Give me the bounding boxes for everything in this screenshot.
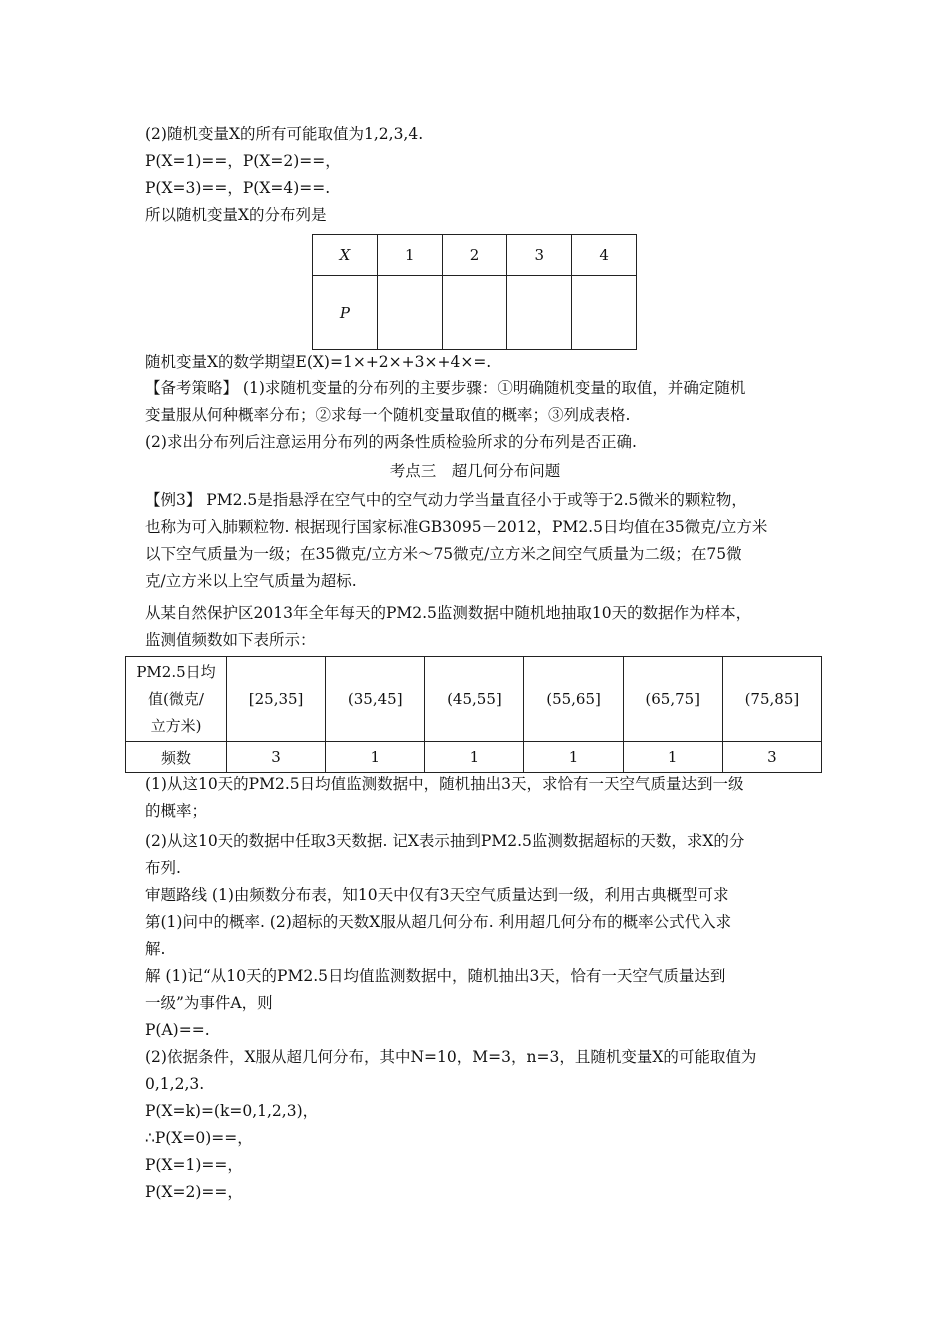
table-cell (507, 276, 572, 350)
line-7: 变量服从何种概率分布；②求每一个随机变量取值的概率；③列成表格. (145, 406, 631, 424)
line-10: 【例3】 PM2.5是指悬浮在空气中的空气动力学当量直径小于或等于2.5微米的颗粒物， (145, 491, 747, 509)
table-header-cell: 1 (377, 235, 442, 276)
line-23: 解 (1)记“从10天的PM2.5日均值监测数据中，随机抽出3天，恰有一天空气质量达到 (145, 967, 726, 985)
line-14: 从某自然保护区2013年全年每天的PM2.5监测数据中随机地抽取10天的数据作为样本， (145, 604, 752, 622)
table-cell (572, 276, 637, 350)
table-row-label: P (313, 276, 378, 350)
header-line: PM2.5日均 (136, 662, 216, 681)
header-line: 立方米) (150, 716, 202, 735)
table-header-cell: X (313, 235, 378, 276)
line-28: P(X=k)=(k=0,1,2,3)， (145, 1102, 319, 1120)
table-cell: 3 (227, 742, 326, 773)
line-1: (2)随机变量X的所有可能取值为1,2,3,4. (145, 125, 424, 143)
table-cell: 1 (524, 742, 623, 773)
line-11: 也称为可入肺颗粒物. 根据现行国家标准GB3095－2012，PM2.5日均值在35微克/立方米 (145, 518, 768, 536)
line-31: P(X=2)==， (145, 1183, 243, 1201)
line-17: 的概率； (145, 802, 208, 820)
table-header-cell: 3 (507, 235, 572, 276)
line-29: ∴P(X=0)==， (145, 1129, 253, 1147)
line-16: (1)从这10天的PM2.5日均值监测数据中，随机抽出3天，求恰有一天空气质量达到一级 (145, 775, 744, 793)
line-8: (2)求出分布列后注意运用分布列的两条性质检验所求的分布列是否正确. (145, 433, 637, 451)
line-13: 克/立方米以上空气质量为超标. (145, 572, 357, 590)
line-19: 布列. (145, 859, 181, 877)
table-cell: (55,65] (524, 657, 623, 742)
table-cell: (35,45] (326, 657, 425, 742)
line-6: 【备考策略】 (1)求随机变量的分布列的主要步骤：①明确随机变量的取值，并确定随机 (145, 379, 746, 397)
table-header-cell: 2 (442, 235, 507, 276)
line-26: (2)依据条件，X服从超几何分布，其中N=10，M=3，n=3，且随机变量X的可能取值为 (145, 1048, 757, 1066)
frequency-table (125, 656, 822, 773)
table-cell (442, 276, 507, 350)
table-cell: 1 (425, 742, 524, 773)
table-header-cell: 频数 (126, 742, 227, 773)
table-cell: 1 (326, 742, 425, 773)
line-2: P(X=1)==，P(X=2)==， (145, 152, 341, 170)
line-15: 监测值频数如下表所示： (145, 631, 316, 649)
line-21: 第(1)问中的概率. (2)超标的天数X服从超几何分布. 利用超几何分布的概率公式代入求 (145, 913, 732, 931)
distribution-table (312, 234, 637, 350)
line-18: (2)从这10天的数据中任取3天数据. 记X表示抽到PM2.5监测数据超标的天数，求X的分 (145, 832, 745, 850)
line-24: 一级”为事件A，则 (145, 994, 273, 1012)
header-line: 值(微克/ (148, 689, 204, 708)
line-22: 解. (145, 940, 166, 958)
table-cell: 1 (623, 742, 722, 773)
section-title: 考点三 超几何分布问题 (389, 462, 561, 480)
line-30: P(X=1)==， (145, 1156, 243, 1174)
table-cell: (75,85] (722, 657, 821, 742)
line-27: 0,1,2,3. (145, 1075, 205, 1093)
line-4: 所以随机变量X的分布列是 (145, 206, 327, 224)
table-header-cell (126, 657, 227, 742)
line-12: 以下空气质量为一级；在35微克/立方米～75微克/立方米之间空气质量为二级；在75微 (145, 545, 742, 563)
table-header-cell: 4 (572, 235, 637, 276)
table-cell (377, 276, 442, 350)
line-5: 随机变量X的数学期望E(X)=1×+2×+3×+4×=. (145, 353, 492, 371)
line-3: P(X=3)==，P(X=4)==. (145, 179, 331, 197)
line-25: P(A)==. (145, 1021, 210, 1039)
table-cell: (45,55] (425, 657, 524, 742)
table-cell: [25,35] (227, 657, 326, 742)
table-cell: (65,75] (623, 657, 722, 742)
table-cell: 3 (722, 742, 821, 773)
line-20: 审题路线 (1)由频数分布表，知10天中仅有3天空气质量达到一级，利用古典概型可求 (145, 886, 729, 904)
